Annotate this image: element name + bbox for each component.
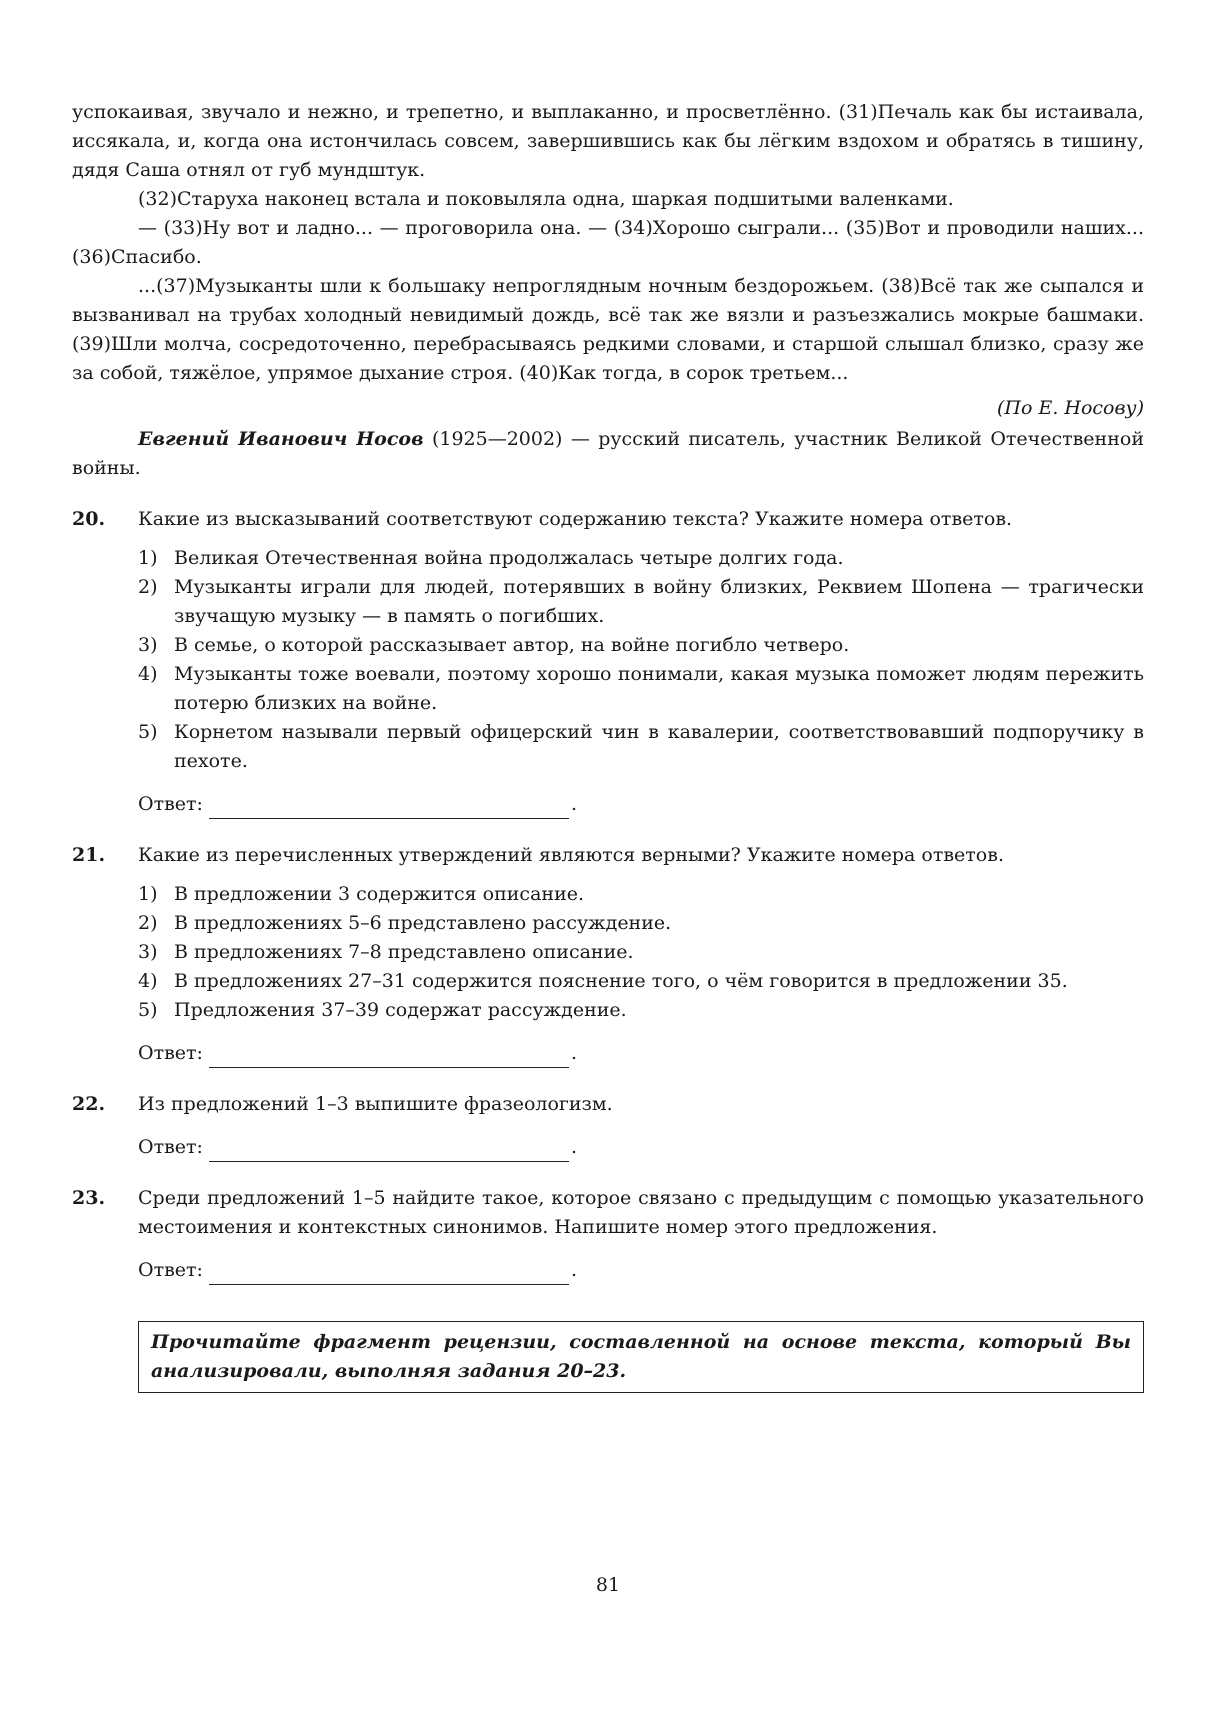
option-number: 2) xyxy=(138,576,158,598)
page-content xyxy=(72,98,1144,1393)
task-23 xyxy=(72,1184,1144,1285)
option-text: В предложениях 5–6 представлено рассуждение. xyxy=(174,912,672,934)
task-number: 23. xyxy=(72,1187,106,1209)
answer-label: Ответ: xyxy=(138,793,203,815)
task-question: Какие из перечисленных утверждений являются верными? Укажите номера ответов. xyxy=(138,844,1004,866)
option-number: 4) xyxy=(138,663,158,685)
option-text: В предложении 3 содержится описание. xyxy=(174,883,585,905)
answer-line[interactable] xyxy=(209,1139,569,1162)
option-number: 3) xyxy=(138,941,158,963)
option-item xyxy=(138,573,1144,631)
option-number: 5) xyxy=(138,721,158,743)
option-item xyxy=(138,909,1144,938)
passage-paragraph: — (33)Ну вот и ладно... — проговорила она. — (34)Хорошо сыграли... (35)Вот и проводили наших... (36)Спасибо. xyxy=(72,217,1144,268)
option-item xyxy=(138,544,1144,573)
option-item xyxy=(138,967,1144,996)
passage-paragraph: ...(37)Музыканты шли к большаку непроглядным ночным бездорожьем. (38)Всё так же сыпался и вызванивал на трубах холодный невидимый дождь, всё так же вязли и разъезжались мокрые башмаки. (39)Шли молча, сосредоточенно, перебрасываясь редкими словами, и старшой слышал близко, сразу же за собой, тяжёлое, упрямое дыхание строя. (40)Как тогда, в сорок третьем... xyxy=(72,275,1144,384)
options-list xyxy=(138,880,1144,1025)
option-text: Предложения 37–39 содержат рассуждение. xyxy=(174,999,627,1021)
task-21 xyxy=(72,841,1144,1068)
option-text: В предложениях 27–31 содержится пояснение того, о чём говорится в предложении 35. xyxy=(174,970,1068,992)
option-number: 3) xyxy=(138,634,158,656)
task-question: Какие из высказываний соответствуют содержанию текста? Укажите номера ответов. xyxy=(138,508,1013,530)
option-item xyxy=(138,880,1144,909)
task-question: Среди предложений 1–5 найдите такое, которое связано с предыдущим с помощью указательного местоимения и контекстных синонимов. Напишите номер этого предложения. xyxy=(138,1187,1144,1238)
option-number: 4) xyxy=(138,970,158,992)
option-item xyxy=(138,631,1144,660)
task-number: 20. xyxy=(72,508,106,530)
answer-row: Ответ: . xyxy=(138,790,1144,819)
option-text: Музыканты тоже воевали, поэтому хорошо понимали, какая музыка поможет людям пережить потерю близких на войне. xyxy=(174,663,1144,714)
answer-label: Ответ: xyxy=(138,1259,203,1281)
task-number: 22. xyxy=(72,1093,106,1115)
answer-row: Ответ: . xyxy=(138,1039,1144,1068)
author-name: Евгений Иванович Носов xyxy=(138,428,424,450)
answer-line[interactable] xyxy=(209,796,569,819)
option-number: 5) xyxy=(138,999,158,1021)
task-20 xyxy=(72,505,1144,819)
page-number: 81 xyxy=(595,1574,621,1596)
option-text: Корнетом называли первый офицерский чин в кавалерии, соответствовавший подпоручику в пехоте. xyxy=(174,721,1144,772)
task-question: Из предложений 1–3 выпишите фразеологизм. xyxy=(138,1093,613,1115)
answer-label: Ответ: xyxy=(138,1042,203,1064)
option-number: 1) xyxy=(138,883,158,905)
task-number: 21. xyxy=(72,844,106,866)
task-22 xyxy=(72,1090,1144,1162)
option-number: 1) xyxy=(138,547,158,569)
option-number: 2) xyxy=(138,912,158,934)
answer-row: Ответ: . xyxy=(138,1133,1144,1162)
option-item xyxy=(138,660,1144,718)
answer-line[interactable] xyxy=(209,1262,569,1285)
option-item xyxy=(138,718,1144,776)
option-text: Великая Отечественная война продолжалась четыре долгих года. xyxy=(174,547,844,569)
option-text: В предложениях 7–8 представлено описание. xyxy=(174,941,634,963)
answer-row: Ответ: . xyxy=(138,1256,1144,1285)
option-item xyxy=(138,938,1144,967)
passage-paragraph: (32)Старуха наконец встала и поковыляла одна, шаркая подшитыми валенками. xyxy=(138,188,954,210)
answer-label: Ответ: xyxy=(138,1136,203,1158)
option-text: Музыканты играли для людей, потерявших в войну близких, Реквием Шопена — трагически звучащую музыку — в память о погибших. xyxy=(174,576,1144,627)
option-item xyxy=(138,996,1144,1025)
author-bio-text: (1925—2002) — русский писатель, участник Великой Отечественной войны. xyxy=(72,428,1144,479)
instruction-box: Прочитайте фрагмент рецензии, составленной на основе текста, который Вы анализировали, выполняя задания 20–23. xyxy=(138,1321,1144,1393)
option-text: В семье, о которой рассказывает автор, на войне погибло четверо. xyxy=(174,634,850,656)
author-bio xyxy=(72,425,1144,483)
answer-line[interactable] xyxy=(209,1045,569,1068)
options-list xyxy=(138,544,1144,776)
source-attribution: (По Е. Носову) xyxy=(997,397,1144,419)
passage-paragraph: успокаивая, звучало и нежно, и трепетно, и выплаканно, и просветлённо. (31)Печаль как бы истаивала, иссякала, и, когда она истончилась совсем, завершившись как бы лёгким вздохом и обратясь в тишину, дядя Саша отнял от губ мундштук. xyxy=(72,101,1144,181)
